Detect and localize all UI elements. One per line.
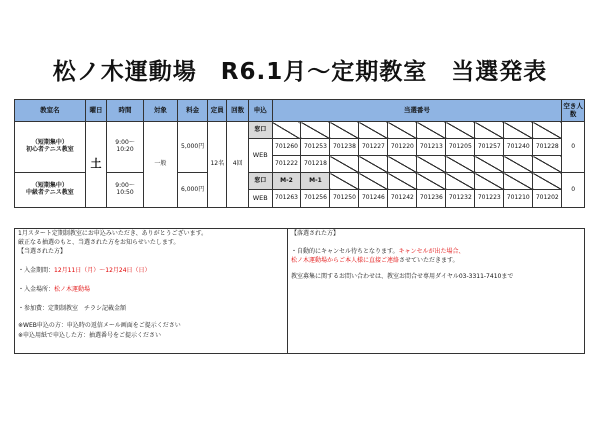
payment-place-value: 松ノ木運動場	[54, 286, 91, 293]
time-start: 9:00～	[115, 139, 135, 147]
notes-panel	[14, 228, 585, 354]
winner-number: 701236	[417, 190, 446, 208]
empty-cell	[446, 156, 475, 173]
empty-cell	[359, 173, 388, 190]
header-class-name: 教室名	[15, 100, 86, 122]
empty-cell	[388, 156, 417, 173]
class-name-line1: （短期集中）	[31, 139, 68, 147]
winner-number: 701246	[359, 190, 388, 208]
header-weekday: 曜日	[85, 100, 106, 122]
fee-cell: 5,000円	[178, 122, 208, 173]
empty-cell	[504, 156, 533, 173]
contact-line: 教室募集に関するお問い合わせは、教室お問合せ専用ダイヤル03-3311-7410まで	[291, 273, 514, 280]
empty-cell	[301, 122, 330, 139]
empty-cell	[359, 156, 388, 173]
empty-cell	[417, 173, 446, 190]
time-end: 10:20	[116, 146, 134, 153]
winner-number: 701256	[301, 190, 330, 208]
winner-number: 701253	[301, 139, 330, 156]
header-time: 時間	[107, 100, 143, 122]
intro-line2: 厳正なる抽選のもと、当選された方をお知らせいたします。	[18, 239, 180, 246]
empty-cell	[504, 173, 533, 190]
empty-cell	[533, 156, 562, 173]
waitlist-suffix: させていただきます。	[399, 257, 459, 264]
class-name-line2: 中級者テニス教室	[26, 189, 74, 196]
class-name-cell	[15, 122, 86, 173]
table-header-row	[15, 100, 585, 122]
empty-cell	[475, 173, 504, 190]
payment-period-label: ・入金期間：	[18, 267, 55, 274]
web-label: WEB	[248, 139, 272, 173]
web-note: ※WEB申込の方：申込時の返信メール画面をご提示ください	[18, 322, 181, 329]
time-cell	[107, 122, 143, 173]
winner-number: 701257	[475, 139, 504, 156]
winner-number: 701223	[475, 190, 504, 208]
window-number: M-1	[301, 173, 330, 190]
class-name-line1: （短期集中）	[31, 182, 68, 190]
web-label: WEB	[248, 190, 272, 208]
empty-cell	[533, 122, 562, 139]
payment-period	[18, 267, 151, 275]
items-needed: ・参加費：定期制教室 チラシ記載金額	[18, 305, 127, 312]
winner-number: 701205	[446, 139, 475, 156]
winner-number: 701263	[272, 190, 301, 208]
winner-number: 701218	[301, 156, 330, 173]
time-end: 10:50	[116, 189, 134, 196]
window-label: 窓口	[248, 122, 272, 139]
waitlist-prefix: ・自動的にキャンセル待ちとなります。	[291, 248, 399, 255]
header-apply: 申込	[248, 100, 272, 122]
time-start: 9:00～	[115, 182, 135, 190]
capacity-cell: 12名	[208, 122, 227, 208]
paper-note: ※申込用紙で申込した方：抽選番号をご提示ください	[18, 332, 162, 339]
fee-cell: 6,000円	[178, 173, 208, 208]
winner-number: 701260	[272, 139, 301, 156]
empty-cell	[417, 122, 446, 139]
losers-heading: 【落選された方】	[291, 230, 340, 237]
empty-cell	[330, 122, 359, 139]
header-sessions: 回数	[227, 100, 248, 122]
winner-number: 701240	[504, 139, 533, 156]
winner-number: 701213	[417, 139, 446, 156]
empty-cell	[475, 156, 504, 173]
payment-period-value: 12月11日（月）～12月24日（日）	[54, 267, 151, 274]
winner-number: 701238	[330, 139, 359, 156]
empty-cell	[388, 122, 417, 139]
empty-cell	[417, 156, 446, 173]
window-number: M-2	[272, 173, 301, 190]
empty-cell	[504, 122, 533, 139]
waitlist-line2	[291, 257, 459, 265]
header-fee: 料金	[178, 100, 208, 122]
vacancy-cell: 0	[562, 173, 585, 208]
empty-cell	[359, 122, 388, 139]
empty-cell	[475, 122, 504, 139]
payment-place	[18, 286, 90, 294]
winners-heading: 【当選された方】	[18, 248, 67, 255]
time-cell	[107, 173, 143, 208]
vacancy-cell: 0	[562, 122, 585, 173]
winner-number: 701242	[388, 190, 417, 208]
empty-cell	[330, 156, 359, 173]
empty-cell	[330, 173, 359, 190]
header-winners: 当選番号	[272, 100, 562, 122]
waitlist-red2: 松ノ木運動場からご本人様に直接ご連絡	[291, 257, 400, 264]
empty-cell	[388, 173, 417, 190]
payment-place-label: ・入金場所：	[18, 286, 55, 293]
results-table	[14, 99, 585, 208]
notes-left	[15, 229, 288, 353]
window-label: 窓口	[248, 173, 272, 190]
weekday-cell	[85, 122, 106, 208]
weekday-value: 土	[90, 157, 102, 171]
header-capacity: 定員	[208, 100, 227, 122]
empty-cell	[446, 122, 475, 139]
header-vacancy: 空き人数	[562, 100, 585, 122]
header-target: 対象	[143, 100, 177, 122]
table-row	[15, 122, 585, 139]
winner-number: 701222	[272, 156, 301, 173]
empty-cell	[446, 173, 475, 190]
winner-number: 701210	[504, 190, 533, 208]
winner-number: 701228	[533, 139, 562, 156]
class-name-cell	[15, 173, 86, 208]
winner-number: 701202	[533, 190, 562, 208]
page-title: 松ノ木運動場 R6.1月～定期教室 当選発表	[52, 59, 548, 85]
notes-right	[288, 229, 584, 353]
sessions-cell: 4回	[227, 122, 248, 208]
class-name-line2: 初心者テニス教室	[26, 146, 74, 153]
winner-number: 701227	[359, 139, 388, 156]
winner-number: 701232	[446, 190, 475, 208]
empty-cell	[533, 173, 562, 190]
empty-cell	[272, 122, 301, 139]
waitlist-line1	[291, 248, 465, 256]
waitlist-red1: キャンセルが出た場合、	[398, 248, 465, 255]
winner-number: 701250	[330, 190, 359, 208]
intro-line1: 1月スタート定期制教室にお申込みいただき、ありがとうございます。	[18, 230, 208, 237]
target-cell: 一般	[143, 122, 177, 208]
winner-number: 701220	[388, 139, 417, 156]
